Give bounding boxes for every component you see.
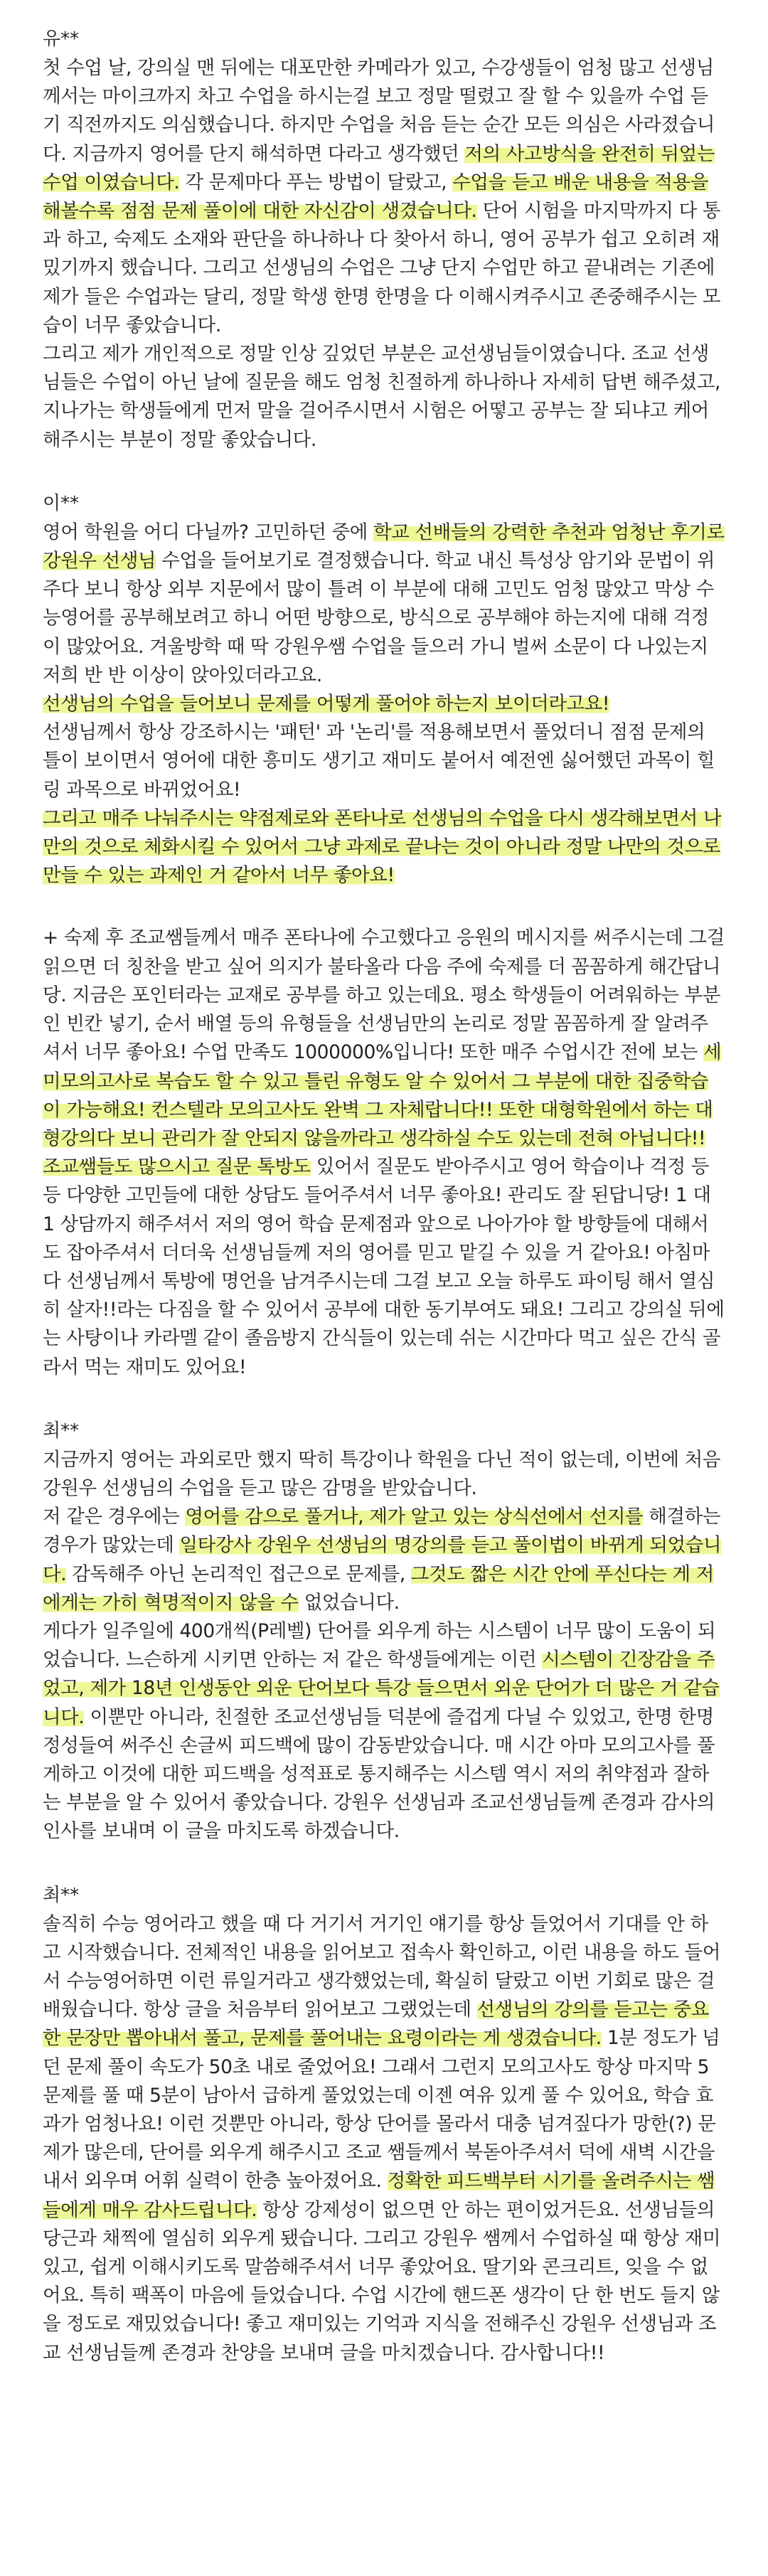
review-text: 솔직히 수능 영어라고 했을 때 다 거기서 거기인 얘기를 항상 들었어서 기대를 안 하고 시작했습니다. 전체적인 내용을 읽어보고 접속사 확인하고, 이런 내용을 하도 들어서 수능영어하면 이런 류일거라고 생각했었는데, 확실히 달랐고 이번 기회로 많은 걸 배웠습니다. 항상 글을 처음부터 읽어보고 그랬었는데 — [43, 1912, 721, 2021]
review-body — [43, 1446, 725, 1846]
highlighted-text: 선생님의 수업을 들어보니 문제를 어떻게 풀어야 하는지 보이더라고요! — [43, 693, 610, 715]
highlighted-text: 선생님의 강의를 듣고는 중요한 문장만 뽑아내서 풀고, 문제를 풀어내는 요령이라는 게 생겼습니다. — [43, 1998, 710, 2050]
review-text: 감독해주 아닌 논리적인 접근으로 문제를, — [66, 1563, 411, 1585]
reviewer-name: 최** — [43, 1420, 80, 1442]
review-body — [43, 518, 725, 890]
review-text: + 숙제 후 조교쌤들께서 매주 폰타나에 수고했다고 응원의 메시지를 써주시는데 그걸 읽으면 더 칭찬을 받고 싶어 의지가 불타올라 다음 주에 숙제를 더 꼼꼼하게 해간답니당. 지금은 포인터라는 교재로 공부를 하고 있는데요. 평소 학생들이 어려워하는 부분인 빈칸 넣기, 순서 배열 등의 유형들을 선생님만의 논리로 정말 꼼꼼하게 잘 알려주셔서 너무 좋아요! 수업 만족도 1000000%입니다! 또한 매주 수업시간 전에 보는 — [43, 927, 725, 1064]
review-divider-gap — [43, 1382, 725, 1416]
highlighted-text: 시스템이 긴장감을 주었고, 제가 18년 인생동안 외운 단어보다 특강 들으면서 외운 단어가 더 많은 거 같습니다. — [43, 1649, 720, 1728]
review-divider-gap — [43, 1846, 725, 1880]
highlighted-text: 세미모의고사로 복습도 할 수 있고 틀린 유형도 알 수 있어서 그 부분에 대한 집중학습이 가능해요! 컨스텔라 모의고사도 완벽 그 자체랍니다!! 또한 대형학원에서 하는 대형강의다 보니 관리가 잘 안되지 않을까라고 생각하실 수도 있는데 전혀 아닙니다!! 조교쌤들도 많으시고 질문 톡방도 — [43, 1041, 722, 1178]
review-text: 1분 정도가 넘던 문제 풀이 속도가 50초 내로 줄었어요! 그래서 그런지 모의고사도 항상 마지막 5 문제를 풀 때 5분이 남아서 급하게 풀었었는데 이젠 여유 있게 풀 수 있어요, 학습 효과가 엄청나요! 이런 것뿐만 아니라, 항상 단어를 몰라서 대충 넘겨짚다가 망한(?) 문제가 많은데, 단어를 외우게 해주시고 조교 쌤들께서 북돋아주셔서 덕에 새벽 시간을 내서 외우며 어휘 실력이 한층 높아졌어요. — [43, 2027, 720, 2193]
review-text: 단어 시험을 마지막까지 다 통과 하고, 숙제도 소재와 판단을 하나하나 다 찾아서 하니, 영어 공부가 쉽고 오히려 재밌기까지 했습니다. 그리고 선생님의 수업은 그냥 단지 수업만 하고 끝내려는 기존에 제가 들은 수업과는 달리, 정말 학생 한명 한명을 다 이해시켜주시고 존중해주시는 모습이 너무 좋았습니다. — [43, 200, 721, 336]
reviewer-name: 이** — [43, 492, 80, 514]
review-body — [43, 1910, 725, 2368]
highlighted-text: 일타강사 강원우 선생님의 명강의를 듣고 풀이법이 바뀌게 되었습니다. — [43, 1534, 722, 1585]
review-text: 이뿐만 아니라, 친절한 조교선생님들 덕분에 즐겁게 다닐 수 있었고, 한명 한명 정성들여 써주신 손글씨 피드백에 많이 감동받았습니다. 매 시간 아마 모의고사를 풀게하고 이것에 대한 피드백을 성적표로 통지해주는 시스템 역시 저의 취약점과 잘하는 부분을 알 수 있어서 좋았습니다. 강원우 선생님과 조교선생님들께 존경과 감사의 인사를 보내며 이 글을 마치도록 하겠습니다. — [43, 1705, 715, 1843]
review-text: 선생님께서 항상 강조하시는 '패턴' 과 '논리'를 적용해보면서 풀었더니 점점 문제의 틀이 보이면서 영어에 대한 흥미도 생기고 재미도 붙어서 예전엔 싫어했던 과목이 힐링 과목으로 바뀌었어요! — [43, 721, 715, 801]
review-text: 없었습니다. — [298, 1591, 400, 1614]
highlighted-text: 그것도 짧은 시간 안에 푸신다는 게 저에게는 가히 혁명적이지 않을 수 — [43, 1563, 714, 1614]
review-block — [43, 1416, 725, 1846]
review-text: 수업을 들어보기로 결정했습니다. 학교 내신 특성상 암기와 문법이 위주다 보니 항상 외부 지문에서 많이 틀려 이 부분에 대해 고민도 엄청 많았고 막상 수능영어를 공부해보려고 하니 어떤 방향으로, 방식으로 공부해야 하는지에 대해 걱정이 많았어요. 겨울방학 때 딱 강원우쌤 수업을 들으러 가니 벌써 소문이 다 나있는지 저희 반 반 이상이 앉아있더라고요. — [43, 550, 715, 686]
review-block — [43, 489, 725, 890]
review-body — [43, 924, 725, 1381]
review-text: 그리고 제가 개인적으로 정말 인상 깊었던 부분은 교선생님들이였습니다. 조교 선생님들은 수업이 아닌 날에 질문을 해도 엄청 친절하게 하나하나 자세히 답변 해주셨고, 지나가는 학생들에게 먼저 말을 걸어주시면서 시험은 어떻고 공부는 잘 되냐고 케어해주시는 부분이 정말 좋았습니다. — [43, 343, 721, 451]
highlighted-text: 수업을 듣고 배운 내용을 적용을 해볼수록 점점 문제 풀이에 대한 자신감이 생겼습니다. — [43, 171, 708, 223]
reviewer-name: 최** — [43, 1884, 80, 1906]
reviewer-name: 유** — [43, 28, 80, 50]
highlighted-text: 학교 선배들의 강력한 추천과 엄청난 후기로 강원우 선생님 — [43, 521, 725, 573]
review-text: 각 문제마다 푸는 방법이 달랐고, — [179, 171, 453, 193]
review-divider-gap — [43, 454, 725, 489]
review-text: 해결하는 경우가 많았는데 — [43, 1506, 721, 1557]
review-block — [43, 1880, 725, 2368]
review-text: 항상 강제성이 없으면 안 하는 편이었거든요. 선생님들의 당근과 채찍에 열심히 외우게 됐습니다. 그리고 강원우 쌤께서 수업하실 때 항상 재미있고, 쉽게 이해시키도록 말씀해주셔서 너무 좋았어요. 딸기와 콘크리트, 잊을 수 없어요. 특히 팩폭이 마음에 들었습니다. 수업 시간에 핸드폰 생각이 단 한 번도 들지 않을 정도로 재밌었습니다! 좋고 재미있는 기억과 지식을 전해주신 강원우 선생님과 조교 선생님들께 존경과 찬양을 보내며 글을 마치겠습니다. 감사합니다!! — [43, 2198, 721, 2364]
review-text: 지금까지 영어는 과외로만 했지 딱히 특강이나 학원을 다닌 적이 없는데, 이번에 처음 강원우 선생님의 수업을 듣고 많은 감명을 받았습니다. — [43, 1448, 721, 1499]
review-text: 저 같은 경우에는 — [43, 1506, 186, 1528]
highlighted-text: 정확한 피드백부터 시기를 올려주시는 쌤들에게 매우 감사드립니다. — [43, 2170, 715, 2221]
highlighted-text: 그리고 매주 나눠주시는 약점제로와 폰타나로 선생님의 수업을 다시 생각해보면서 나만의 것으로 체화시킬 수 있어서 그냥 과제로 끝나는 것이 아니라 정말 나만의 것으로 만들 수 있는 과제인 거 같아서 너무 좋아요! — [43, 807, 722, 887]
review-block — [43, 924, 725, 1381]
review-text: 게다가 일주일에 400개씩(P레벨) 단어를 외우게 하는 시스템이 너무 많이 도움이 되었습니다. 느슨하게 시키면 안하는 저 같은 학생들에게는 이런 — [43, 1619, 716, 1671]
review-divider-gap — [43, 890, 725, 924]
review-block — [43, 24, 725, 454]
review-body — [43, 54, 725, 454]
review-text: 영어 학원을 어디 다닐까? 고민하던 중에 — [43, 521, 373, 543]
highlighted-text: 저의 사고방식을 완전히 뒤엎는 수업 이였습니다. — [43, 142, 715, 193]
review-text: 있어서 질문도 받아주시고 영어 학습이나 걱정 등등 다양한 고민들에 대한 상담도 들어주셔서 너무 좋아요! 관리도 잘 된답니당! 1 대 1 상담까지 해주셔서 저의 영어 학습 문제점과 앞으로 나아가야 할 방향들에 대해서도 잡아주셔서 더더욱 선생님들께 저의 영어를 믿고 맡길 수 있을 거 같아요! 아침마다 선생님께서 톡방에 명언을 남겨주시는데 그걸 보고 오늘 하루도 파이팅 해서 열심히 살자!!라는 다짐을 할 수 있어서 공부에 대한 동기부여도 돼요! 그리고 강의실 뒤에는 사탕이나 카라멜 같이 졸음방지 간식들이 있는데 쉬는 시간마다 먹고 싶은 간식 골라서 먹는 재미도 있어요! — [43, 1156, 725, 1378]
review-text: 첫 수업 날, 강의실 맨 뒤에는 대포만한 카메라가 있고, 수강생들이 엄청 많고 선생님께서는 마이크까지 차고 수업을 하시는걸 보고 정말 떨렸고 잘 할 수 있을까 수업 듣기 직전까지도 의심했습니다. 하지만 수업을 처음 듣는 순간 모든 의심은 사라졌습니다. 지금까지 영어를 단지 해석하면 다라고 생각했던 — [43, 57, 715, 165]
highlighted-text: 영어를 감으로 풀거나, 제가 알고 있는 상식선에서 선지를 — [185, 1506, 644, 1528]
